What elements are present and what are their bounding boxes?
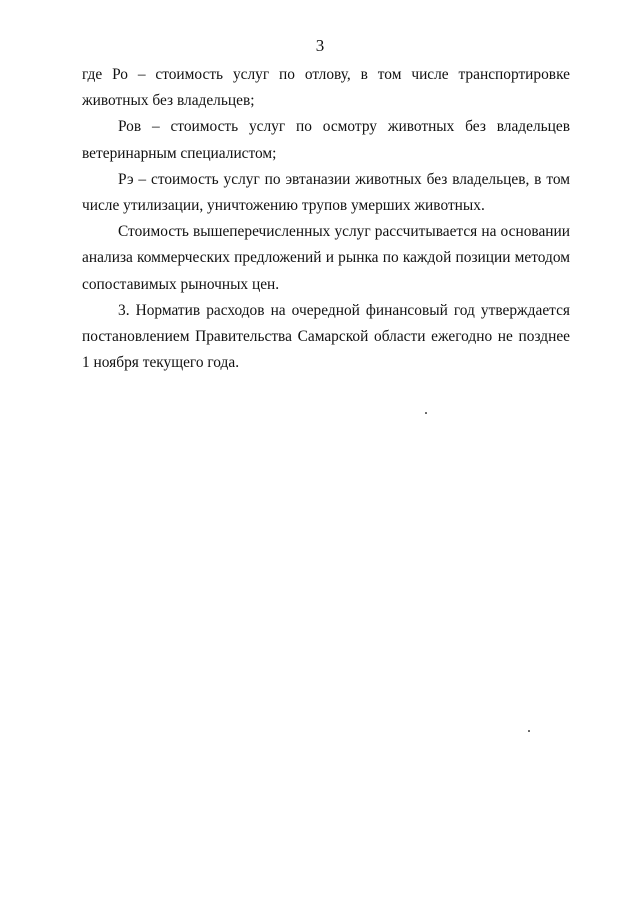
scan-speck [425,412,427,414]
document-body [82,62,570,376]
page-number: 3 [315,36,325,55]
paragraph-re-definition: Рэ – стоимость услуг по эвтаназии животных без владельцев, в том числе утилизации, уничтожению трупов умерших животных. [82,170,570,215]
paragraph-ro-definition: где Ро – стоимость услуг по отлову, в том числе транспортировке животных без владельцев; [82,66,570,110]
paragraph-expense-norm: 3. Норматив расходов на очередной финансовый год утверждается постановлением Правительства Самарской области ежегодно не позднее 1 ноября текущего года. [82,301,570,372]
paragraph-rov-definition: Ров – стоимость услуг по осмотру животных без владельцев ветеринарным специалистом; [82,118,570,162]
scan-speck [528,730,530,732]
paragraph-cost-calculation: Стоимость вышеперечисленных услуг рассчитывается на основании анализа коммерческих предложений и рынка по каждой позиции методом сопоставимых рыночных цен. [82,223,570,293]
